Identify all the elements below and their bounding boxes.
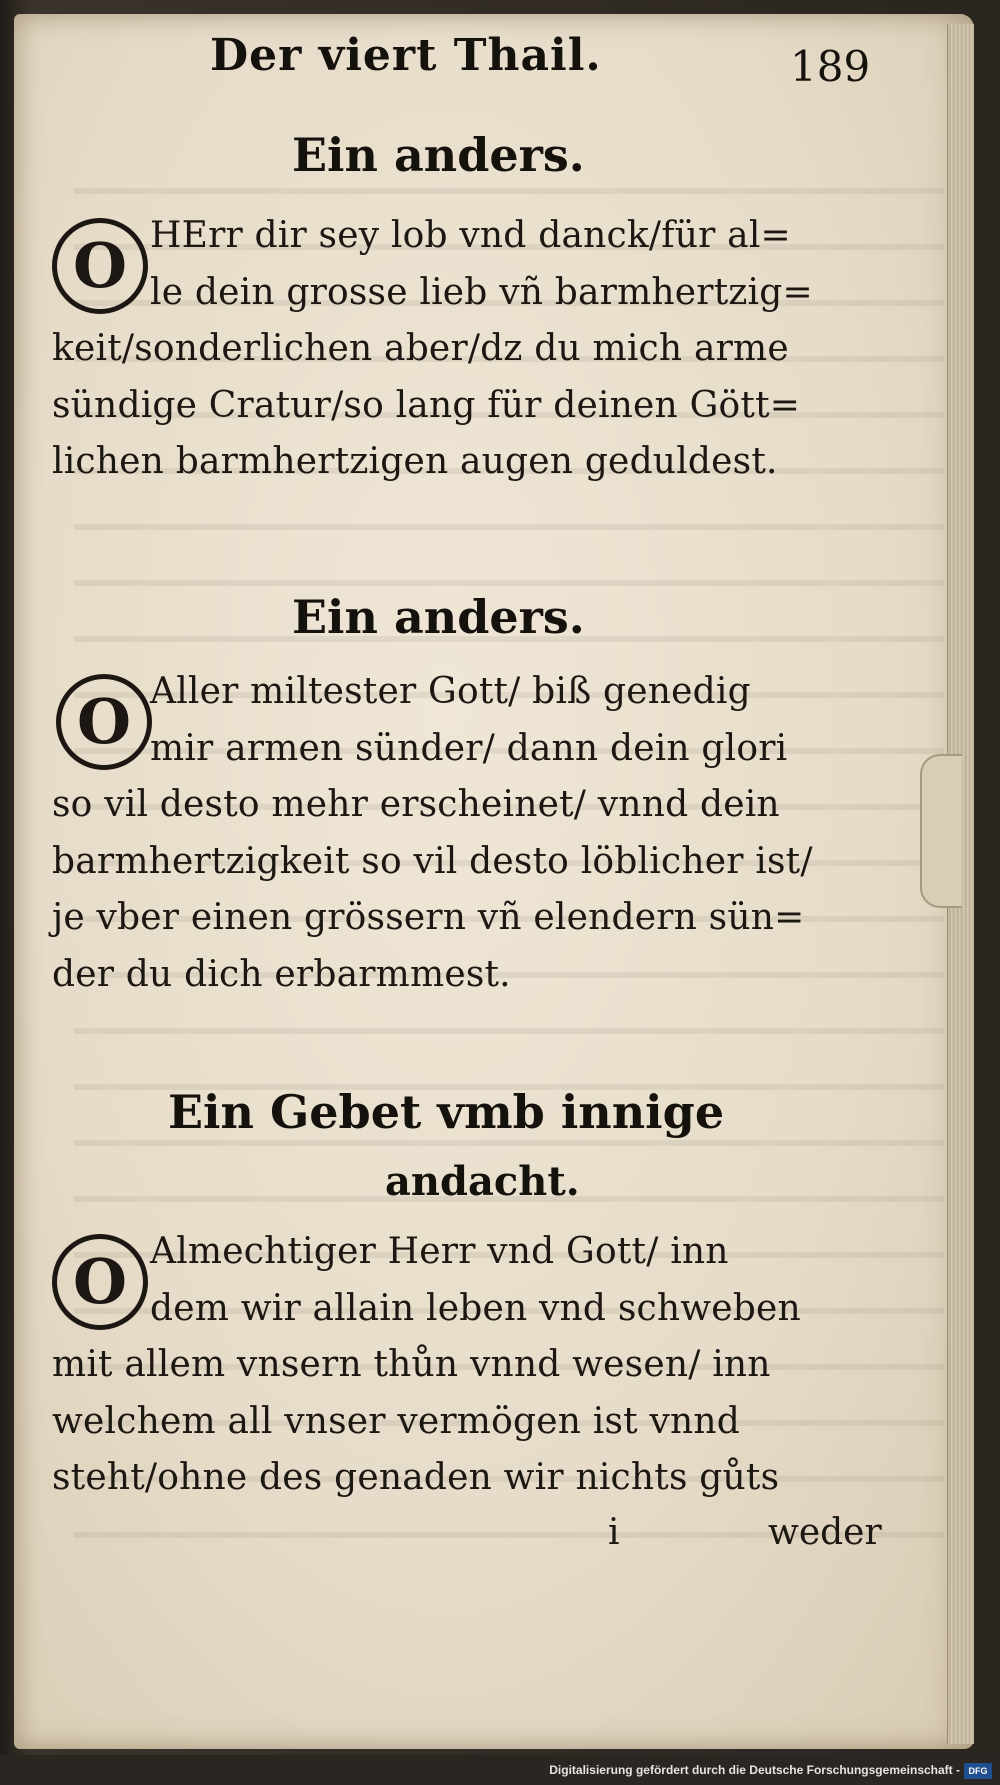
text-line: Almechtiger Herr vnd Gott/ inn — [150, 1231, 729, 1272]
decorated-initial: O — [52, 1234, 148, 1330]
running-head: Der viert Thail. — [210, 30, 602, 81]
prayer-text — [52, 1224, 912, 1507]
section-heading: Ein Gebet vmb innige — [168, 1085, 725, 1139]
signature-mark: i — [608, 1512, 620, 1553]
prayer-text — [52, 208, 912, 491]
page-number: 189 — [790, 42, 871, 91]
dfg-logo: DFG — [964, 1763, 992, 1779]
prayer-text — [52, 664, 912, 1004]
catchword: weder — [768, 1512, 882, 1553]
text-line: so vil desto mehr erscheinet/ vnnd dein — [52, 784, 780, 826]
section-heading-continued: andacht. — [385, 1158, 580, 1205]
section-heading: Ein anders. — [292, 128, 585, 182]
text-line: lichen barmhertzigen augen geduldest. — [52, 441, 778, 483]
text-line: sündige Cratur/so lang für deinen Gött= — [52, 384, 801, 426]
text-line: barmhertzigkeit so vil desto löblicher ist/ — [52, 840, 813, 882]
text-line: dem wir allain leben vnd schweben — [150, 1287, 801, 1329]
text-line: steht/ohne des genaden wir nichts gůts — [52, 1457, 780, 1499]
text-line: HErr dir sey lob vnd danck/für al= — [150, 215, 791, 256]
funding-credit: Digitalisierung gefördert durch die Deutsche Forschungsgemeinschaft - — [549, 1763, 960, 1777]
text-line: welchem all vnser vermögen ist vnnd — [52, 1400, 741, 1442]
text-line: der du dich erbarmmest. — [52, 953, 511, 995]
text-line: keit/sonderlichen aber/dz du mich arme — [52, 328, 789, 370]
text-line: mir armen sünder/ dann dein glori — [150, 727, 788, 769]
text-line: mit allem vnsern thůn vnnd wesen/ inn — [52, 1344, 771, 1386]
decorated-initial: O — [52, 218, 148, 314]
text-line: le dein grosse lieb vñ barmhertzig= — [150, 271, 813, 313]
text-line: je vber einen grössern vñ elendern sün= — [52, 897, 805, 939]
thumb-tab — [920, 754, 962, 908]
text-line: Aller miltester Gott/ biß genedig — [150, 671, 751, 712]
section-heading: Ein anders. — [292, 590, 585, 644]
decorated-initial: O — [56, 674, 152, 770]
